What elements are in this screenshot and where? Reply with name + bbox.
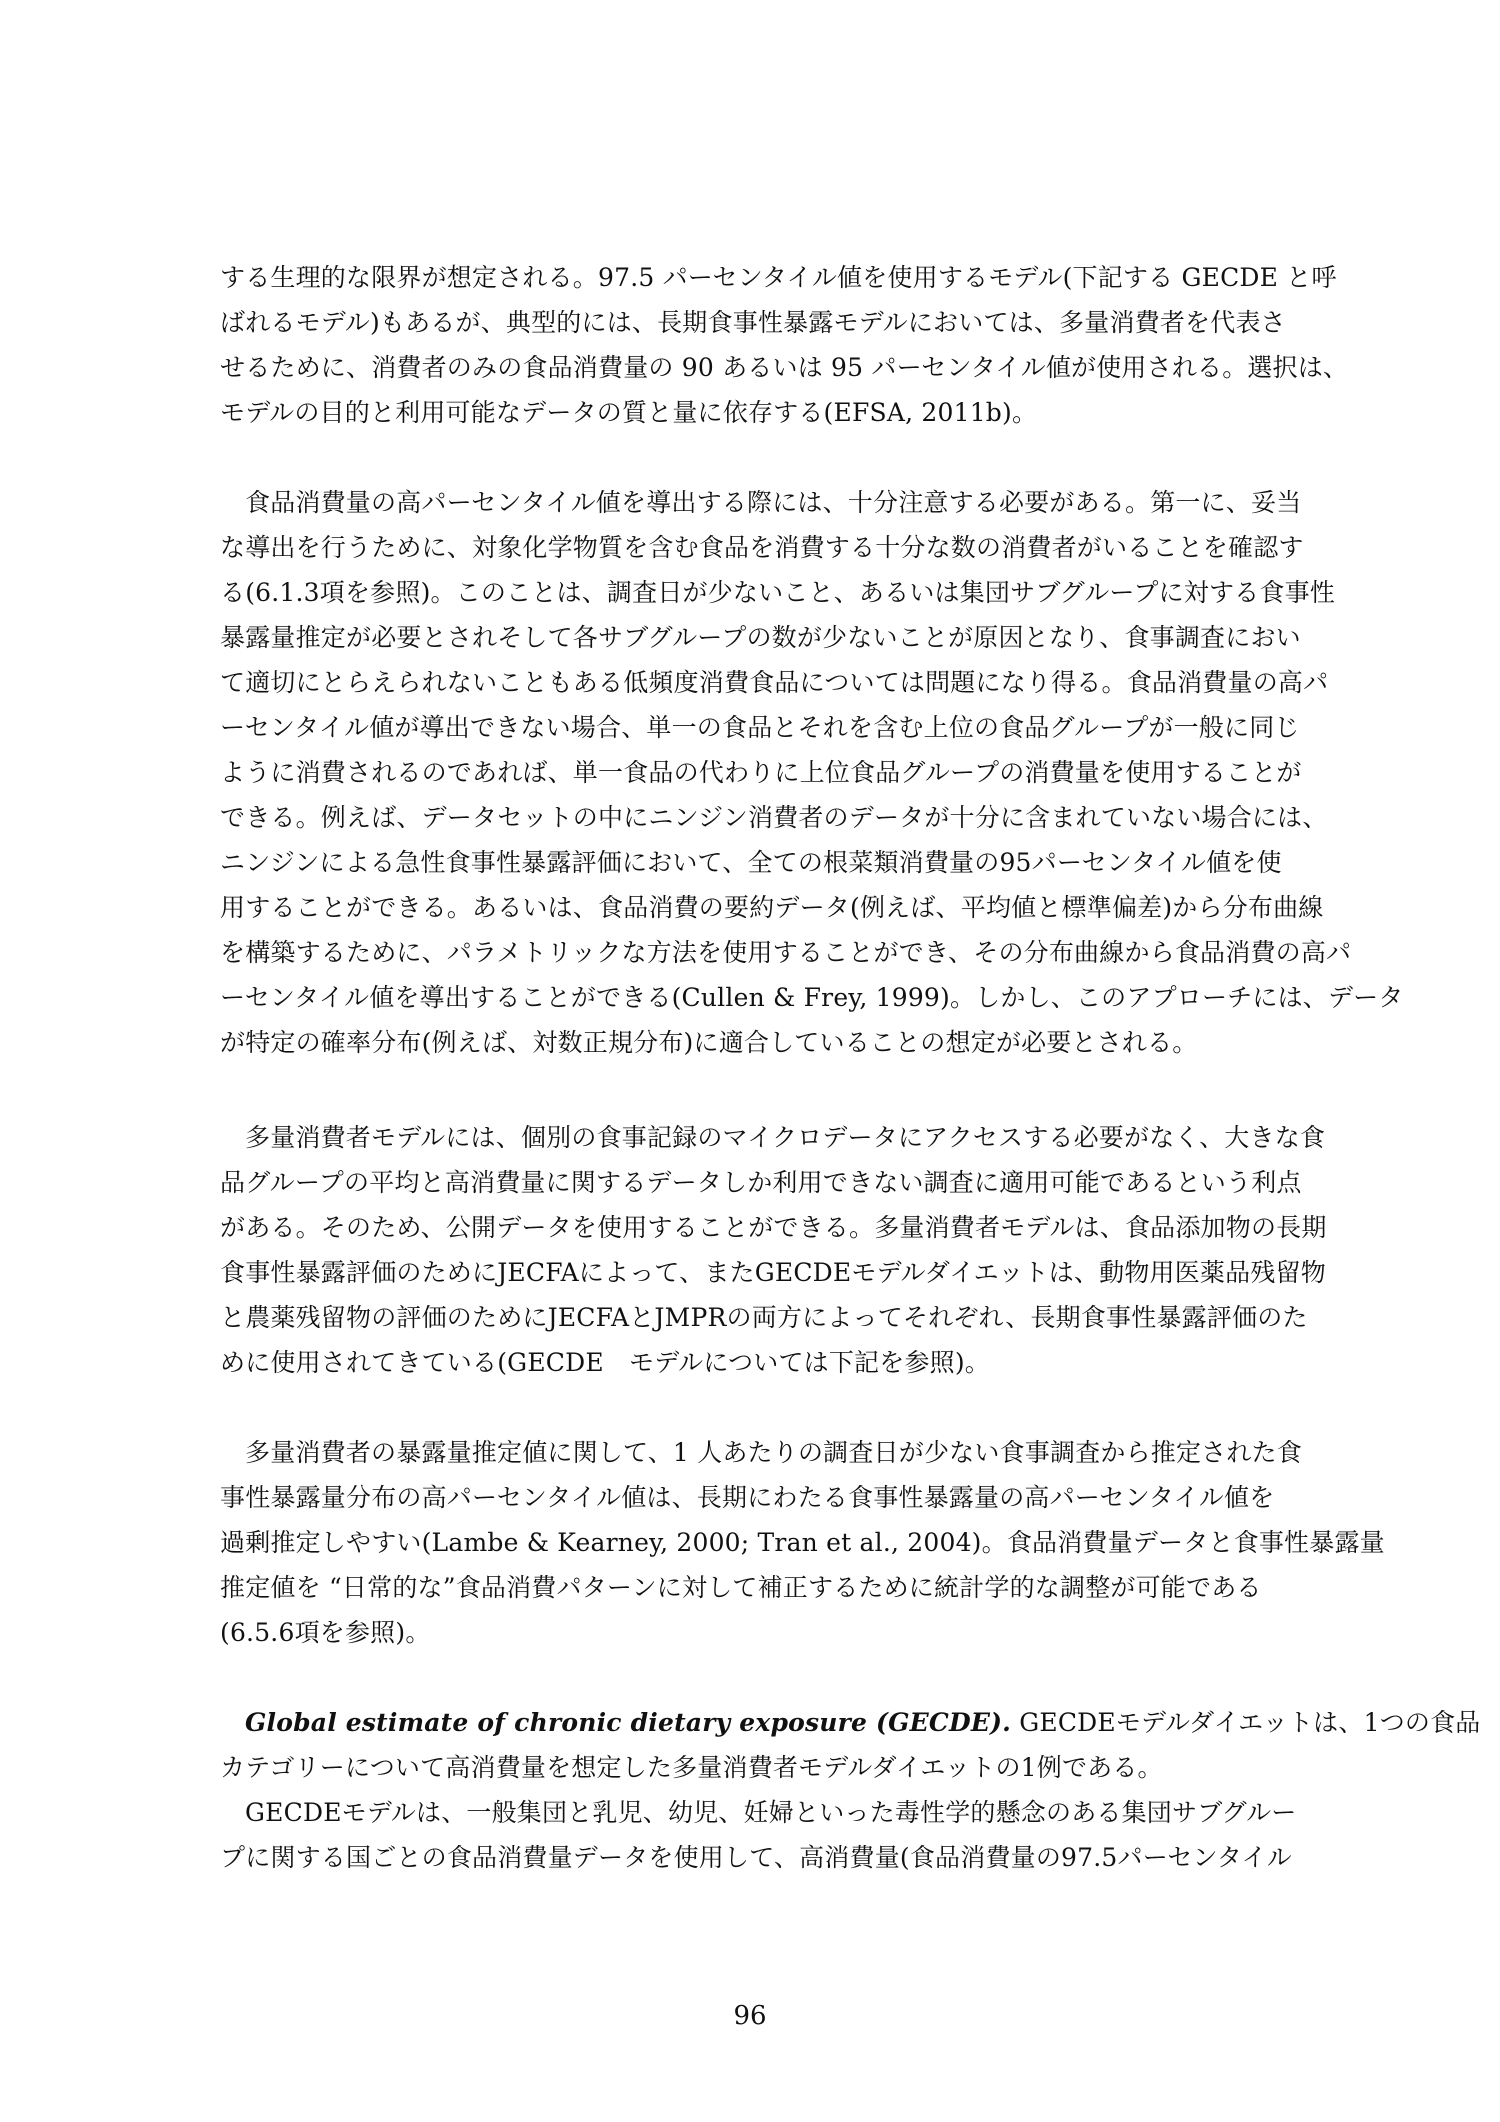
paragraph-6 [220,1790,1300,1880]
paragraph-4 [220,1430,1385,1655]
page-number: 96 [733,2001,767,2031]
text-line: モデルの目的と利用可能なデータの質と量に依存する(EFSA, 2011b)。 [220,398,1038,427]
text-line: ーセンタイル値を導出することができる(Cullen & Frey, 1999)。しかし、このアプローチには、データ [220,983,1404,1012]
text-run: GECDEモデルダイエットは、1つの食品 [1011,1708,1481,1737]
paragraph-1 [220,255,1349,435]
text-line: 多量消費者モデルには、個別の食事記録のマイクロデータにアクセスする必要がなく、大きな食 [245,1123,1326,1152]
text-line: ばれるモデル)もあるが、典型的には、長期食事性暴露モデルにおいては、多量消費者を代表さ [220,308,1286,337]
text-line: めに使用されてきている(GECDE モデルについては下記を参照)。 [220,1348,991,1377]
text-line: る(6.1.3項を参照)。このことは、調査日が少ないこと、あるいは集団サブグループに対する食事性 [220,578,1335,607]
paragraph-2 [220,480,1404,1065]
text-line: 暴露量推定が必要とされそして各サブグループの数が少ないことが原因となり、食事調査におい [220,623,1301,652]
text-line [220,1700,1481,1745]
text-line: できる。例えば、データセットの中にニンジン消費者のデータが十分に含まれていない場合には、 [220,803,1328,832]
text-line: プに関する国ごとの食品消費量データを使用して、高消費量(食品消費量の97.5パーセンタイル [220,1843,1292,1872]
text-line: カテゴリーについて高消費量を想定した多量消費者モデルダイエットの1例である。 [220,1753,1163,1782]
text-line: ニンジンによる急性食事性暴露評価において、全ての根菜類消費量の95パーセンタイル値を使 [220,848,1282,877]
text-line: 推定値を “日常的な”食品消費パターンに対して補正するために統計学的な調整が可能である [220,1573,1262,1602]
text-line: が特定の確率分布(例えば、対数正規分布)に適合していることの想定が必要とされる。 [220,1028,1198,1057]
text-line: 品グループの平均と高消費量に関するデータしか利用できない調査に適用可能であるという利点 [220,1168,1302,1197]
text-line: 食事性暴露評価のためにJECFAによって、またGECDEモデルダイエットは、動物用医薬品残留物 [220,1258,1326,1287]
text-line: する生理的な限界が想定される。97.5 パーセンタイル値を使用するモデル(下記する GECDE と呼 [220,263,1337,292]
text-line: と農薬残留物の評価のためにJECFAとJMPRの両方によってそれぞれ、長期食事性暴露評価のた [220,1303,1308,1332]
text-line: 多量消費者の暴露量推定値に関して、1 人あたりの調査日が少ない食事調査から推定された食 [245,1438,1302,1467]
text-line: を構築するために、パラメトリックな方法を使用することができ、その分布曲線から食品消費の高パ [220,938,1352,967]
text-line: な導出を行うために、対象化学物質を含む食品を消費する十分な数の消費者がいることを確認す [220,533,1304,562]
paragraph-5 [220,1700,1481,1790]
text-line: (6.5.6項を参照)。 [220,1618,431,1647]
text-line: ーセンタイル値が導出できない場合、単一の食品とそれを含む上位の食品グループが一般に同じ [220,713,1300,742]
paragraph-3 [220,1115,1327,1385]
text-line: 過剰推定しやすい(Lambe & Kearney, 2000; Tran et al., 2004)。食品消費量データと食事性暴露量 [220,1528,1385,1557]
text-line: 用することができる。あるいは、食品消費の要約データ(例えば、平均値と標準偏差)から分布曲線 [220,893,1324,922]
text-line: せるために、消費者のみの食品消費量の 90 あるいは 95 パーセンタイル値が使用される。選択は、 [220,353,1349,382]
text-line: ように消費されるのであれば、単一食品の代わりに上位食品グループの消費量を使用することが [220,758,1302,787]
section-run-in-title: Global estimate of chronic dietary exposure (GECDE). [245,1708,1012,1737]
text-line: がある。そのため、公開データを使用することができる。多量消費者モデルは、食品添加物の長期 [220,1213,1327,1242]
text-line: て適切にとらえられないこともある低頻度消費食品については問題になり得る。食品消費量の高パ [220,668,1329,697]
text-line: 食品消費量の高パーセンタイル値を導出する際には、十分注意する必要がある。第一に、妥当 [245,488,1302,517]
text-line: GECDEモデルは、一般集団と乳児、幼児、妊婦といった毒性学的懸念のある集団サブグルー [245,1798,1297,1827]
text-line: 事性暴露量分布の高パーセンタイル値は、長期にわたる食事性暴露量の高パーセンタイル値を [220,1483,1275,1512]
